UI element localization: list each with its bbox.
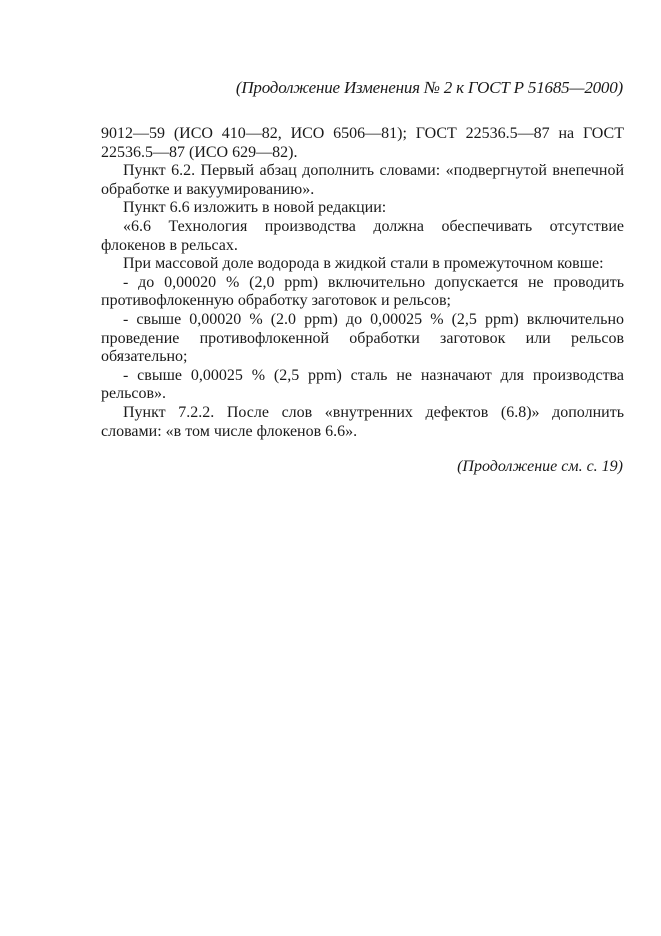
page-footer: (Продолжение см. с. 19) xyxy=(457,458,623,475)
paragraph-hydrogen-intro: При массовой доле водорода в жидкой стали в промежуточном ковше: xyxy=(123,255,604,273)
paragraph-item-6-6-intro: Пункт 6.6 изложить в новой редакции: xyxy=(123,199,387,217)
paragraph-hydrogen-case-3: - свыше 0,00025 % (2,5 ppm) сталь не назначают для производства рельсов». xyxy=(101,366,624,403)
paragraph-item-6-6-text: «6.6 Технология производства должна обеспечивать отсутствие флокенов в рельсах. xyxy=(101,217,624,254)
document-body xyxy=(101,125,624,441)
paragraph-item-6-2: Пункт 6.2. Первый абзац дополнить словами: «подвергнутой внепечной обработке и вакуумированию». xyxy=(101,162,624,198)
page-header: (Продолжение Изменения № 2 к ГОСТ Р 51685—2000) xyxy=(235,78,623,97)
paragraph-hydrogen-case-2: - свыше 0,00020 % (2.0 ppm) до 0,00025 % (2,5 ppm) включительно проведение противофлокенной обработки заготовок или рельсов обязательно; xyxy=(101,310,624,366)
paragraph-continuation: 9012—59 (ИСО 410—82, ИСО 6506—81); ГОСТ 22536.5—87 на ГОСТ 22536.5—87 (ИСО 629—82). xyxy=(101,125,624,161)
paragraph-hydrogen-case-1: - до 0,00020 % (2,0 ppm) включительно допускается не проводить противофлокенную обработку заготовок и рельсов; xyxy=(101,273,624,310)
paragraph-item-7-2-2: Пункт 7.2.2. После слов «внутренних дефектов (6.8)» дополнить словами: «в том числе флокенов 6.6». xyxy=(101,403,624,440)
